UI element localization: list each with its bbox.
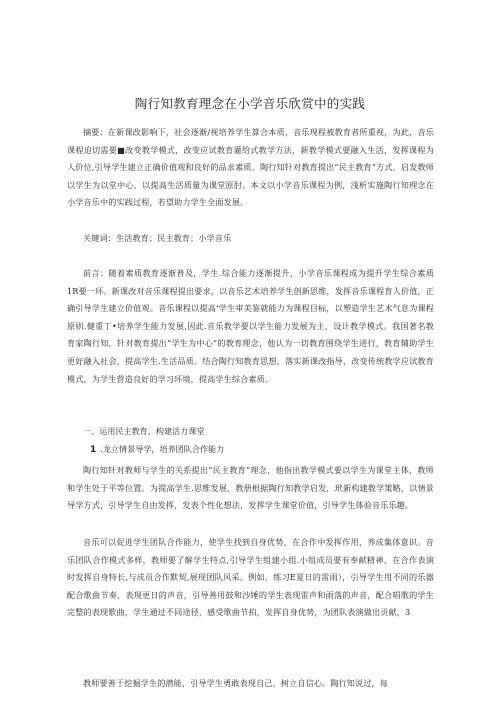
abstract-paragraph: 摘要：在新课改影响下，社会逐渐/视培养学生算合本质，音乐现程被教育者所重视，为此，音乐课程迫切需要■改变教学模式，改变应试教育灌给式教学方法，新教学模式要融入生活，发挥课程为人价位,引导学生建立正确价值观和良好的品求素质。陶行知针对教育提出“民主教育”方式，启发教师以学生为以堂中心，以提高生活质量为课堂原肘。本文以小学音乐课程为例，浅析实施陶行知理念在小学音乐中的实践过程，若望助力学生全面发展。 — [67, 127, 434, 208]
preface-paragraph: 前言：随着素质教育逐渐普及，学生.综合能力逐渐提升，小学音乐课程成为提升学生综合素质1R要一环。新课改对音乐课程提出要求，以音乐艺术培养学生创新思维，发挥音乐课程育人价值，正确引导学生建立价值观。音乐课程以提高‘学生审美鉴就能力为课程目标，以塑造学生艺术气息为课程原则.健重丁•培养学生能力发展,因此.音乐教学要以学生能力发展为主，设计教学模式。我国著名教育家陶行知，针对教育提出“学生为中心”的教育理念，他认为一切教育围绕学生进行，教育辅助学生更好融入社会，提高学生.生活品质。结合陶行知教育思想，落实新课改指导，改变传统教学应试教育模式，为学生营造良好的学习环境，提高学生综合素质。 — [67, 268, 434, 384]
document-title: 陶行知教育理念在小学音乐欣赏中的实践 — [134, 96, 366, 111]
subsection-number: 1 — [90, 445, 97, 455]
keywords-line: 关键词：生活教育；民主教育；小学音乐 — [83, 233, 232, 243]
subsection-title: .龙立情景导学，培养团队合作能力 — [100, 444, 225, 454]
subsection-heading — [90, 441, 224, 460]
body-paragraph-2: 音乐可以促进学生团队合作能力，使学生找到自身优势，在合作中发挥作用，养成集体意识。音乐团队合作模式多样，教师要了解学生特点,引导学生组建小组.小组成员要有奉献精神，在合作表演时发挥自身特长,与成员合作默契,展现团队风采。例如，练习E夏日的雷雨），引导学生用不同的乐器配合歌曲节奏，表现更日的声音，引导善用鼓和沙锤的学生表现雷声和雨落的声音，配合唱歌的学生完整的表现歌曲，学生通过不同途径，感受歌曲节拍，发挥自身优势，为团队表演做出贡献，3 — [67, 537, 434, 618]
section-heading: 一、运用民主教育，构建活力课堂 — [83, 426, 205, 436]
body-paragraph-3: 教师要善于挖掘学生的潜能，引导学生勇敢表现自己，树立自信心。陶行知说过，每 — [83, 678, 389, 688]
body-paragraph-1: 陶行知针对教师与学生的关系提出“民主教育”理念，他指出教学模式要以学生为课堂主体，教师和学生处于平等位置。为提高学生.思维发展，教册根据陶行知教学启发，玳新构建教学策略，以情景导学方式，引导学生自由发挥，发表个性化想法，发挥学生课堂价值，引导学生体验音乐乐趣。 — [67, 465, 434, 511]
